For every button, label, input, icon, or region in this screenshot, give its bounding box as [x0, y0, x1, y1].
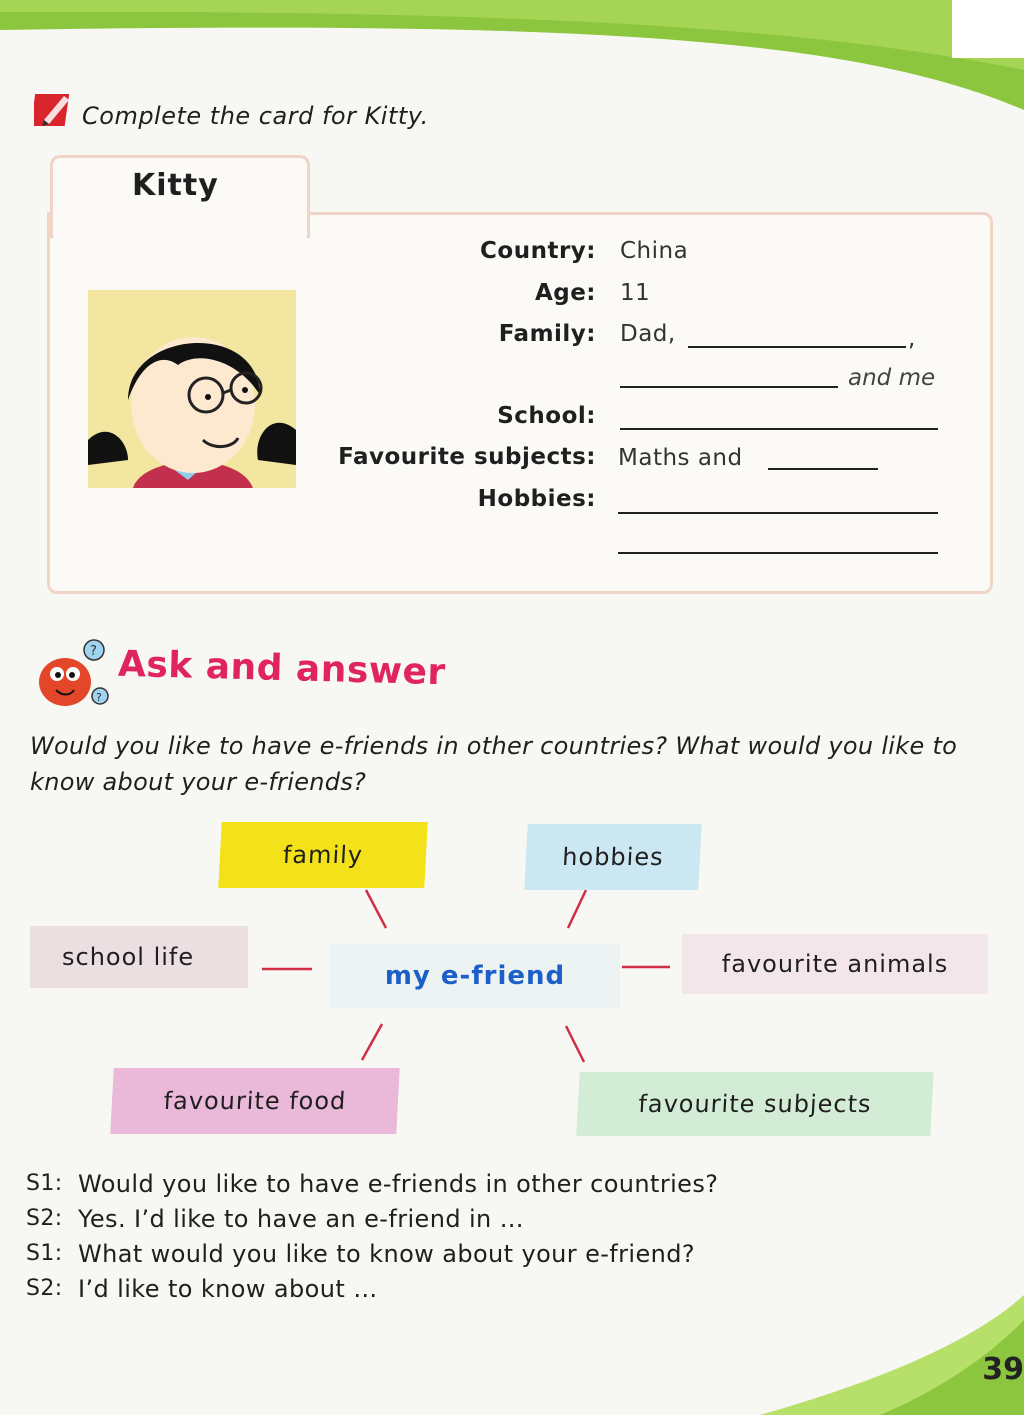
- section-question: Would you like to have e-friends in other countries? What would you like to know about your e-friends?: [30, 732, 958, 796]
- instruction-text: Complete the card for Kitty.: [82, 102, 429, 130]
- school-blank[interactable]: [620, 428, 938, 430]
- favourite-subjects-value: Maths and: [618, 445, 743, 471]
- family-suffix: and me: [848, 365, 936, 391]
- dialogue-text: Would you like to have e-friends in other countries?: [78, 1169, 719, 1198]
- card-name: Kitty: [132, 168, 219, 203]
- favourite-subjects-label: Favourite subjects:: [338, 444, 596, 470]
- school-label: School:: [497, 403, 596, 429]
- country-label: Country:: [480, 238, 596, 264]
- svg-text:?: ?: [90, 644, 97, 659]
- svg-text:?: ?: [96, 691, 102, 704]
- section-title: Ask and answer: [117, 643, 447, 694]
- node-favourite-subjects: favourite subjects: [576, 1072, 933, 1136]
- family-blank-1[interactable]: [688, 346, 906, 348]
- hobbies-blank-1[interactable]: [618, 512, 938, 514]
- family-blank-2[interactable]: [620, 386, 838, 388]
- family-value: Dad,: [620, 321, 676, 347]
- dialogue: [26, 1166, 986, 1306]
- node-hobbies: hobbies: [524, 824, 701, 890]
- dialogue-line: [26, 1236, 986, 1271]
- speaker-label: S2:: [26, 1206, 63, 1231]
- page-number: 39: [982, 1352, 1024, 1387]
- node-school-life: school life: [30, 926, 248, 988]
- node-favourite-food: favourite food: [110, 1068, 399, 1134]
- dialogue-line: [26, 1166, 986, 1201]
- node-center: my e-friend: [330, 944, 620, 1008]
- dialogue-text: I’d like to know about …: [78, 1274, 378, 1303]
- country-value: China: [620, 238, 689, 264]
- speaker-label: S2:: [26, 1276, 63, 1301]
- family-comma: ,: [908, 326, 916, 352]
- pencil-icon: [34, 88, 76, 130]
- dialogue-line: [26, 1201, 986, 1236]
- corner-white-block: [952, 0, 1024, 58]
- bottom-green-swoosh: [0, 1295, 1024, 1415]
- dialogue-text: What would you like to know about your e-friend?: [78, 1239, 696, 1268]
- dialogue-text: Yes. I’d like to have an e-friend in …: [78, 1204, 525, 1233]
- age-label: Age:: [534, 280, 596, 306]
- hobbies-label: Hobbies:: [477, 486, 596, 512]
- subjects-blank[interactable]: [768, 468, 878, 470]
- mascot-icon: [30, 638, 112, 710]
- node-family: family: [218, 822, 427, 888]
- speaker-label: S1:: [26, 1241, 63, 1266]
- hobbies-blank-2[interactable]: [618, 552, 938, 554]
- speaker-label: S1:: [26, 1171, 63, 1196]
- node-favourite-animals: favourite animals: [682, 934, 988, 994]
- dialogue-line: [26, 1271, 986, 1306]
- age-value: 11: [620, 280, 651, 306]
- family-label: Family:: [498, 321, 596, 347]
